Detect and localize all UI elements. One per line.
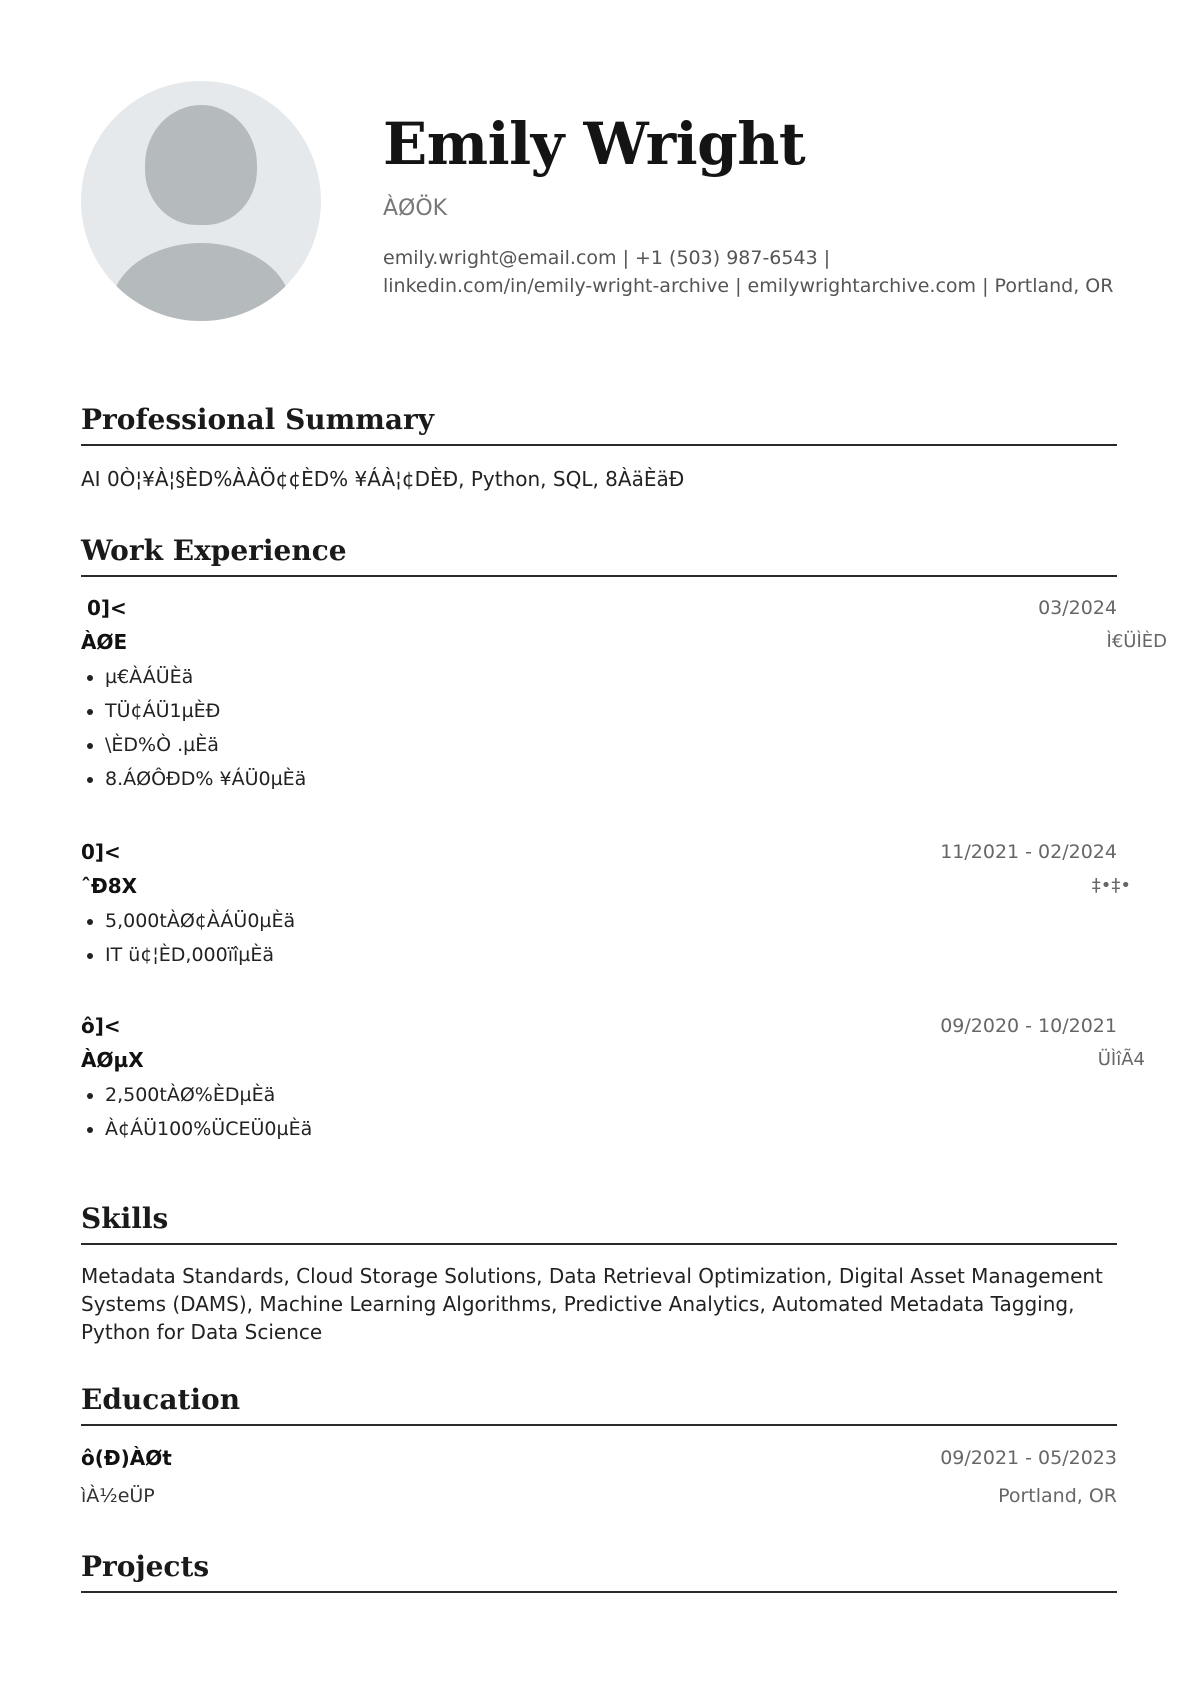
job-bullet: • µ€ÀÁÜÈä	[105, 660, 1117, 694]
job-bullet: • À¢ÁÜ100%ÜCEÜ0µÈä	[105, 1112, 1117, 1146]
skills-section-title: Skills	[81, 1199, 1117, 1245]
summary-section-title: Professional Summary	[81, 400, 1117, 446]
candidate-headline: ÀØÖK	[383, 196, 448, 221]
experience-section-title: Work Experience	[81, 531, 1117, 577]
job-title: ô]<	[81, 1014, 121, 1038]
job-company: ÀØµX	[81, 1048, 144, 1072]
job-bullets	[81, 660, 1117, 796]
education-section-title: Education	[81, 1380, 1117, 1426]
education-location: Portland, OR	[998, 1485, 1117, 1507]
job-date: 09/2020 - 10/2021	[940, 1015, 1117, 1037]
job-title: 0]<	[87, 596, 127, 620]
job-entry	[81, 836, 1131, 972]
education-degree: ìÀ½eÜP	[81, 1485, 155, 1507]
job-location: Ì€ÜÌÈD	[1106, 631, 1167, 652]
job-entry	[81, 592, 1167, 796]
job-bullet: • 2,500tÀØ%ÈDµÈä	[105, 1078, 1117, 1112]
candidate-name: Emily Wright	[383, 110, 806, 178]
job-bullet: • IT ü¢¦ÈD,000ïîµÈä	[105, 938, 1117, 972]
job-company: ÀØE	[81, 630, 128, 654]
contact-info	[383, 244, 1143, 300]
avatar-head	[145, 105, 257, 225]
job-location: ‡•‡•	[1091, 875, 1131, 896]
job-date: 11/2021 - 02/2024	[940, 841, 1117, 863]
job-entry	[81, 1010, 1145, 1146]
job-title: 0]<	[81, 840, 121, 864]
avatar-placeholder-icon	[81, 81, 321, 321]
job-bullet: • \ÈD%Ò .µÈä	[105, 728, 1117, 762]
projects-section-title: Projects	[81, 1547, 1117, 1593]
job-bullets	[81, 1078, 1117, 1146]
job-date: 03/2024	[1038, 597, 1117, 619]
job-company: ˆÐ8X	[81, 874, 138, 898]
summary-text: AI 0Ò¦¥À¦§ÈD%ÀÀÖ¢¢ÈD% ¥ÁÀ¦¢DÈÐ, Python, SQL, 8ÀäÈäÐ	[81, 467, 685, 491]
job-bullet: • TÜ¢ÁÜ1µÈÐ	[105, 694, 1117, 728]
avatar-shoulders	[111, 243, 291, 321]
job-bullet: • 5,000tÀØ¢ÀÁÜ0µÈä	[105, 904, 1117, 938]
job-bullets	[81, 904, 1117, 972]
contact-line-1: emily.wright@email.com | +1 (503) 987-6543 |	[383, 247, 831, 269]
education-school: ô(Ð)ÀØt	[81, 1446, 172, 1470]
skills-text: Metadata Standards, Cloud Storage Solutions, Data Retrieval Optimization, Digital Asset Management Systems (DAMS), Machine Learning Algorithms, Predictive Analytics, Automated Metadata Tagging, Python for Data Science	[81, 1264, 1103, 1344]
contact-line-2: linkedin.com/in/emily-wright-archive | emilywrightarchive.com | Portland, OR	[383, 275, 1114, 297]
job-bullet: • 8.ÁØÔÐD% ¥ÁÜ0µÈä	[105, 762, 1117, 796]
job-location: ÜÌîÃ4	[1097, 1049, 1145, 1070]
education-date: 09/2021 - 05/2023	[940, 1447, 1117, 1469]
education-entry	[81, 1441, 1117, 1517]
